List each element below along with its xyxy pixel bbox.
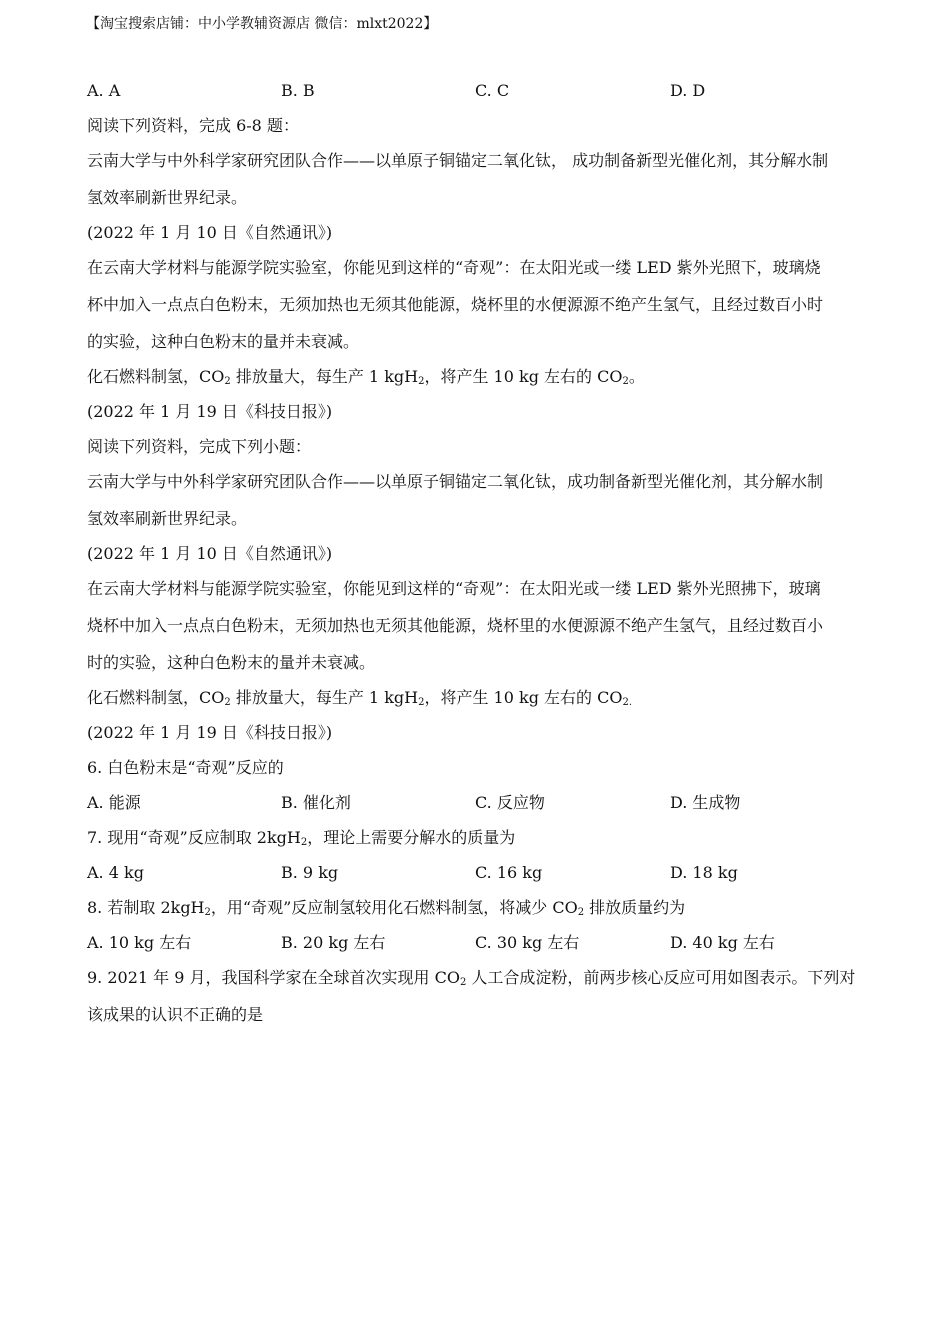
passage1-p1-line1: 云南大学与中外科学家研究团队合作——以单原子铜锚定二氧化钛， 成功制备新型光催化剂，其分解水制 bbox=[87, 151, 829, 170]
option-a[interactable]: A. A bbox=[87, 81, 121, 100]
q7-option-a[interactable]: A. 4 kg bbox=[87, 863, 144, 882]
passage1-p2-line3: 的实验，这种白色粉末的量并未衰减。 bbox=[87, 332, 360, 351]
q7-option-b[interactable]: B. 9 kg bbox=[281, 863, 339, 882]
passage1-p2-line2: 杯中加入一点点白色粉末，无须加热也无须其他能源，烧杯里的水便源源不绝产生氢气，且经过数百小时 bbox=[87, 295, 824, 314]
page-header: 【淘宝搜索店铺：中小学教辅资源店 微信：mlxt2022】 bbox=[86, 16, 438, 32]
q7-option-d[interactable]: D. 18 kg bbox=[670, 863, 738, 882]
q9-stem-line1: 9. 2021 年 9 月，我国科学家在全球首次实现用 $CO_2$ 人工合成淀粉，前两步核心反应可用如图表示。下列对 bbox=[87, 968, 856, 988]
passage2-intro: 阅读下列资料，完成下列小题： bbox=[87, 437, 312, 456]
passage1-p1-line2: 氢效率刷新世界纪录。 bbox=[87, 188, 248, 207]
passage2-p2-line1: 在云南大学材料与能源学院实验室，你能见到这样的“奇观”：在太阳光或一缕 LED 紫外光照拂下，玻璃 bbox=[87, 579, 821, 598]
passage2-p1-line2: 氢效率刷新世界纪录。 bbox=[87, 509, 248, 528]
option-d[interactable]: D. D bbox=[670, 81, 706, 100]
passage1-source1: (2022 年 1 月 10 日《自然通讯》) bbox=[87, 223, 333, 242]
q6-stem: 6. 白色粉末是“奇观”反应的 bbox=[87, 758, 284, 777]
passage2-p3: 化石燃料制氢，$CO_2$ 排放量大，每生产 1 kgH$_2$，将产生 10 kg 左右的 $CO_{2.}$ bbox=[87, 688, 633, 708]
passage2-source2: (2022 年 1 月 19 日《科技日报》) bbox=[87, 723, 333, 742]
passage1-source2: (2022 年 1 月 19 日《科技日报》) bbox=[87, 402, 333, 421]
q6-option-b[interactable]: B. 催化剂 bbox=[281, 793, 351, 812]
q8-stem: 8. 若制取 2kgH$_2$，用“奇观”反应制氢较用化石燃料制氢，将减少 $CO_2$ 排放质量约为 bbox=[87, 898, 686, 918]
passage1-intro: 阅读下列资料，完成 6-8 题： bbox=[87, 116, 299, 135]
passage2-source1: (2022 年 1 月 10 日《自然通讯》) bbox=[87, 544, 333, 563]
passage1-p3: 化石燃料制氢，$CO_2$ 排放量大，每生产 1 kgH$_2$，将产生 10 kg 左右的 $CO_2$。 bbox=[87, 367, 645, 387]
q8-option-b[interactable]: B. 20 kg 左右 bbox=[281, 933, 386, 952]
passage2-p2-line3: 时的实验，这种白色粉末的量并未衰减。 bbox=[87, 653, 376, 672]
q6-option-d[interactable]: D. 生成物 bbox=[670, 793, 741, 812]
q8-option-c[interactable]: C. 30 kg 左右 bbox=[475, 933, 580, 952]
q5-options bbox=[87, 80, 867, 102]
q8-option-a[interactable]: A. 10 kg 左右 bbox=[87, 933, 192, 952]
q8-option-d[interactable]: D. 40 kg 左右 bbox=[670, 933, 775, 952]
passage1-p2-line1: 在云南大学材料与能源学院实验室，你能见到这样的“奇观”：在太阳光或一缕 LED 紫外光照下，玻璃烧 bbox=[87, 258, 821, 277]
q6-options bbox=[87, 792, 867, 814]
q9-stem-line2: 该成果的认识不正确的是 bbox=[87, 1005, 264, 1024]
q6-option-c[interactable]: C. 反应物 bbox=[475, 793, 545, 812]
option-b[interactable]: B. B bbox=[281, 81, 315, 100]
q6-option-a[interactable]: A. 能源 bbox=[87, 793, 141, 812]
q7-option-c[interactable]: C. 16 kg bbox=[475, 863, 543, 882]
passage2-p2-line2: 烧杯中加入一点点白色粉末，无须加热也无须其他能源，烧杯里的水便源源不绝产生氢气，且经过数百小 bbox=[87, 616, 824, 635]
q7-stem: 7. 现用“奇观”反应制取 2kgH$_2$，理论上需要分解水的质量为 bbox=[87, 828, 516, 848]
q8-options bbox=[87, 932, 867, 954]
passage2-p1-line1: 云南大学与中外科学家研究团队合作——以单原子铜锚定二氧化钛，成功制备新型光催化剂，其分解水制 bbox=[87, 472, 824, 491]
option-c[interactable]: C. C bbox=[475, 81, 510, 100]
q7-options bbox=[87, 862, 867, 884]
